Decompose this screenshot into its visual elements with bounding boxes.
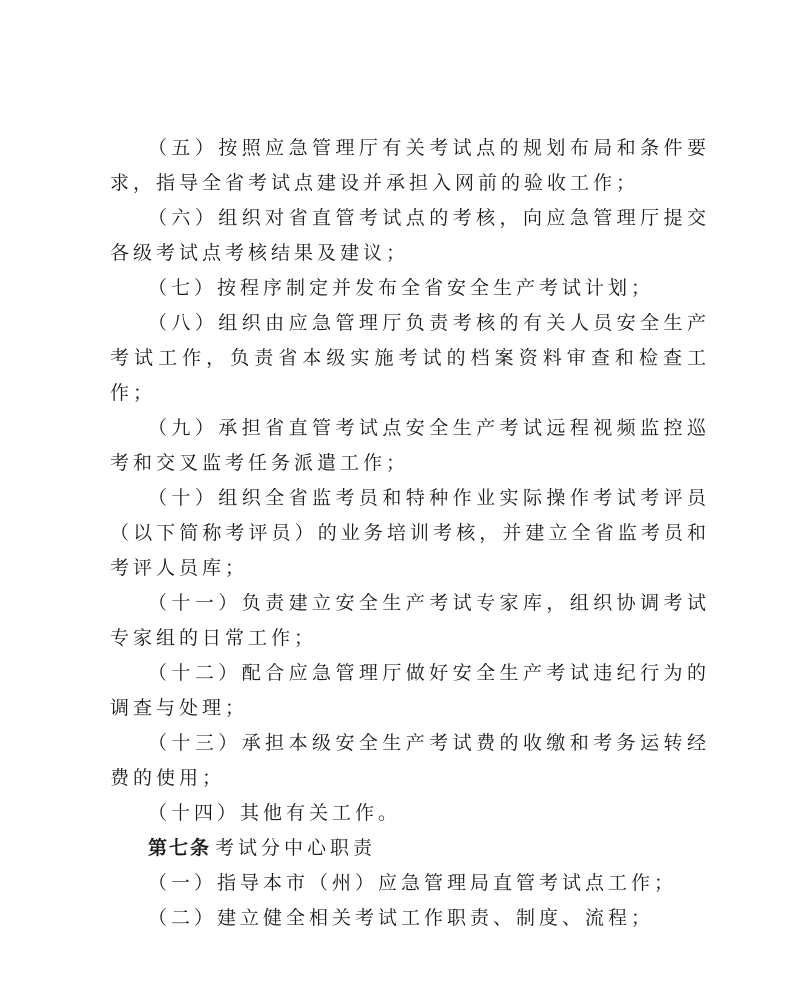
duty-item-6: （六）组织对省直管考试点的考核，向应急管理厅提交各级考试点考核结果及建议； [110,207,710,264]
article-item-2: （二）建立健全相关考试工作职责、制度、流程； [148,907,655,929]
duty-item-14: （十四）其他有关工作。 [148,802,402,824]
duty-item-7: （七）按程序制定并发布全省安全生产考试计划； [148,277,655,299]
duty-item-11: （十一）负责建立安全生产考试专家库，组织协调考试专家组的日常工作； [110,592,710,649]
article-title: 考试分中心职责 [215,837,377,859]
article-number: 第七条 [148,837,212,859]
duty-item-12: （十二）配合应急管理厅做好安全生产考试违纪行为的调查与处理； [110,662,710,719]
duty-item-10: （十）组织全省监考员和特种作业实际操作考试考评员（以下简称考评员）的业务培训考核，并建立全省监考员和考评人员库； [110,487,710,579]
duty-item-13: （十三）承担本级安全生产考试费的收缴和考务运转经费的使用； [110,732,710,789]
duty-item-9: （九）承担省直管考试点安全生产考试远程视频监控巡考和交叉监考任务派遣工作； [110,417,710,474]
article-item-1: （一）指导本市（州）应急管理局直管考试点工作； [148,872,678,894]
duty-item-8: （八）组织由应急管理厅负责考核的有关人员安全生产考试工作，负责省本级实施考试的档案资料审查和检查工作； [110,312,710,404]
article-heading [110,831,710,866]
document-body [110,131,710,936]
duty-item-5: （五）按照应急管理厅有关考试点的规划布局和条件要求，指导全省考试点建设并承担入网前的验收工作； [110,137,710,194]
